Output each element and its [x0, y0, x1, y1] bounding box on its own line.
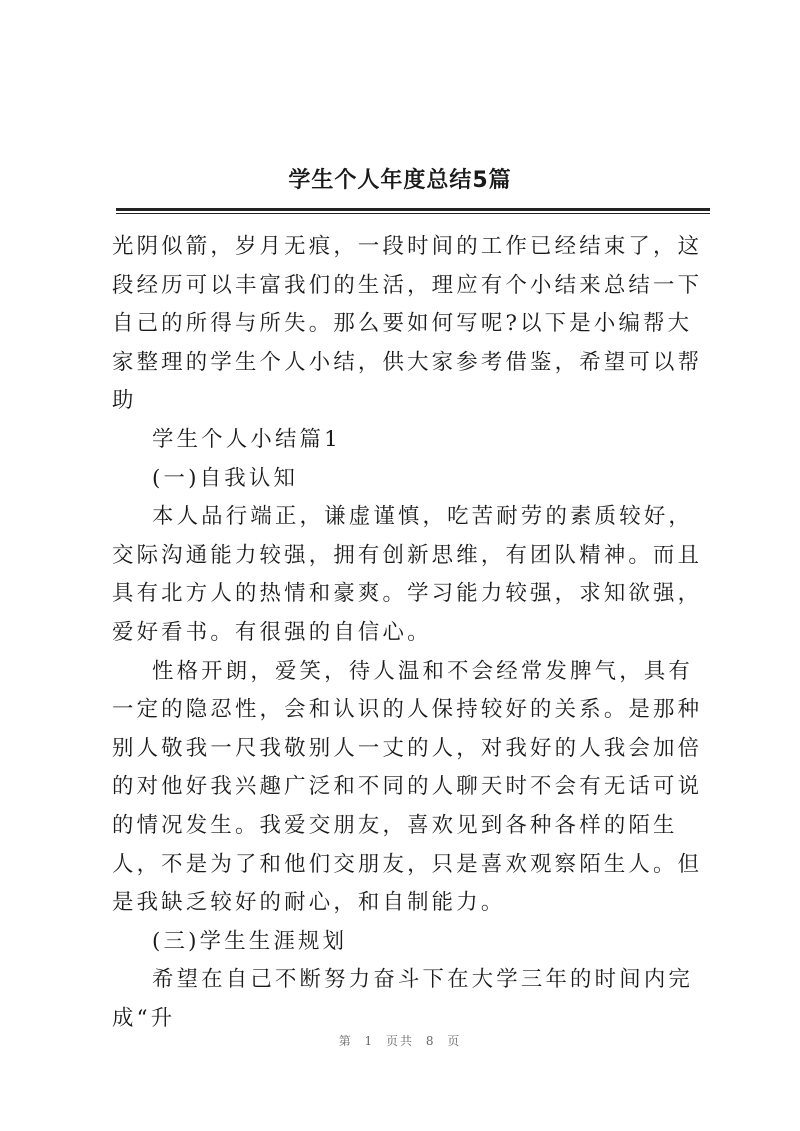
document-title: 学生个人年度总结5篇	[288, 168, 512, 193]
intro-paragraph: 光阴似箭，岁月无痕，一段时间的工作已经结束了，这段经历可以丰富我们的生活，理应有个小结来总结一下自己的所得与所失。那么要如何写呢?以下是小编帮大家整理的学生个人小结，供大家参考借鉴，希望可以帮助	[112, 234, 703, 414]
body-paragraph: 本人品行端正，谦虚谨慎，吃苦耐劳的素质较好，交际沟通能力较强，拥有创新思维，有团队精神。而且具有北方人的热情和豪爽。学习能力较强，求知欲强，爱好看书。有很强的自信心。	[112, 504, 703, 645]
section-heading: 学生个人小结篇1	[152, 426, 341, 452]
document-body	[112, 228, 712, 1038]
body-paragraph: 性格开朗，爱笑，待人温和不会经常发脾气，具有一定的隐忍性，会和认识的人保持较好的关系。是那种别人敬我一尺我敬别人一丈的人，对我好的人我会加倍的对他好我兴趣广泛和不同的人聊天时不会有无话可说的情况发生。我爱交朋友，喜欢见到各种各样的陌生人，不是为了和他们交朋友，只是喜欢观察陌生人。但是我缺乏较好的耐心，和自制能力。	[112, 658, 703, 916]
page-footer: 第 1 页共 8 页	[338, 1034, 462, 1048]
subsection-heading: (三)学生生涯规划	[152, 928, 348, 954]
subsection-heading: (一)自我认知	[152, 465, 299, 491]
body-paragraph: 希望在自己不断努力奋斗下在大学三年的时间内完成“升	[112, 967, 693, 1031]
title-divider	[116, 208, 710, 214]
